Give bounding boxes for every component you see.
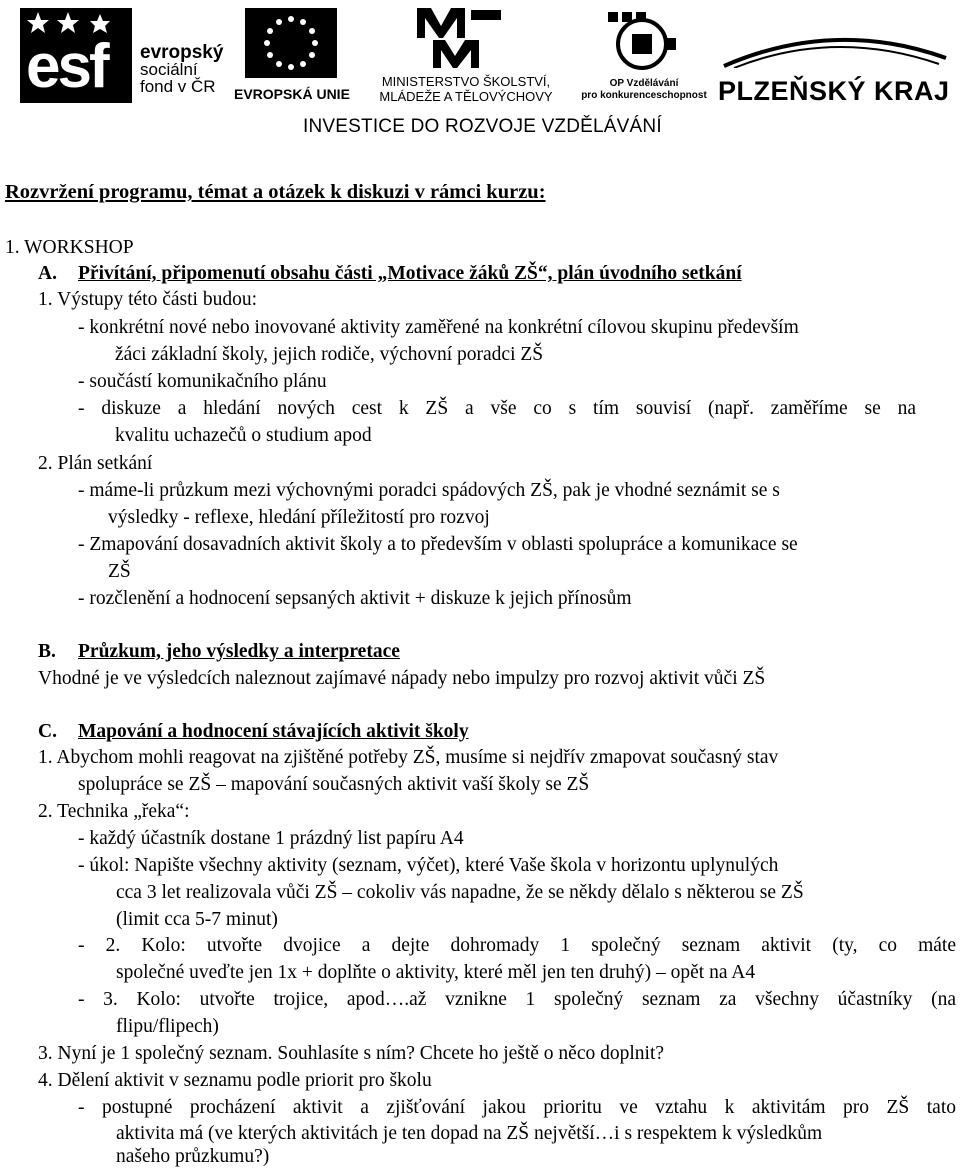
- c2-item: 2. Technika „řeka“:: [38, 801, 190, 822]
- a1-bullet2: - součástí komunikačního plánu: [78, 371, 327, 392]
- msmt-caption: [360, 74, 572, 104]
- c2-bullet3-line2: společné uveďte jen 1x + doplňte o aktivity, které měl jen ten druhý) – opět na A4: [116, 962, 756, 983]
- esf-letters: esf: [26, 32, 107, 101]
- op-mark-icon: [602, 8, 682, 76]
- c4-bullet1-line3: našeho průzkumu?): [116, 1146, 270, 1167]
- c2-bullet2-line2: cca 3 let realizovala vůči ZŠ – cokoliv vás napadne, že se někdy dělalo s některou se ZŠ: [116, 882, 804, 903]
- eu-logo: [230, 8, 355, 103]
- op-line1: OP Vzdělávání: [609, 78, 679, 89]
- eu-flag-icon: [245, 8, 337, 78]
- a1-bullet3-line1: - diskuze a hledání nových cest k ZŠ a vše co s tím souvisí (např. zaměříme se na: [78, 398, 916, 419]
- section-b-text: Vhodné je ve výsledcích naleznout zajímavé nápady nebo impulzy pro rozvoj aktivit vůči ZŠ: [38, 668, 766, 689]
- section-b-heading: Průzkum, jeho výsledky a interpretace: [78, 641, 400, 662]
- section-a-heading: Přivítání, připomenutí obsahu části „Motivace žáků ZŠ“, plán úvodního setkání: [78, 263, 742, 284]
- c4-item: 4. Dělení aktivit v seznamu podle priorit pro školu: [38, 1070, 432, 1091]
- eu-caption: EVROPSKÁ UNIE: [234, 86, 350, 102]
- section-b-marker: B.: [38, 641, 56, 662]
- c3-item: 3. Nyní je 1 společný seznam. Souhlasíte s ním? Chcete ho ještě o něco doplnit?: [38, 1043, 665, 1064]
- a2-bullet1-line1: - máme-li průzkum mezi výchovnými poradci spádových ZŠ, pak je vhodné seznámit se s: [78, 480, 780, 501]
- op-logo: [574, 8, 714, 103]
- c2-bullet2-line3: (limit cca 5-7 minut): [116, 909, 278, 930]
- c2-bullet4-line2: flipu/flipech): [116, 1016, 219, 1037]
- c2-bullet3-line1: - 2. Kolo: utvořte dvojice a dejte dohromady 1 společný seznam aktivit (ty, co máte: [78, 935, 956, 956]
- c2-bullet4-line1: - 3. Kolo: utvořte trojice, apod….až vznikne 1 společný seznam za všechny účastníky (na: [78, 989, 956, 1010]
- section-a-marker: A.: [38, 263, 57, 284]
- eu-stars-icon: [245, 8, 337, 78]
- c2-bullet1: - každý účastník dostane 1 prázdný list papíru A4: [78, 828, 464, 849]
- section-c-marker: C.: [38, 721, 57, 742]
- esf-caption: [140, 44, 223, 95]
- c1-line2: spolupráce se ZŠ – mapování současných aktivit vaší školy se ZŠ: [78, 774, 590, 795]
- esf-logo: [20, 8, 230, 103]
- a1-item: 1. Výstupy této části budou:: [38, 289, 258, 310]
- a1-bullet1-line1: - konkrétní nové nebo inovované aktivity zaměřené na konkrétní cílovou skupinu především: [78, 317, 799, 338]
- c1-line1: 1. Abychom mohli reagovat na zjištěné potřeby ZŠ, musíme si nejdřív zmapovat současný stav: [38, 747, 779, 768]
- a2-bullet2-line1: - Zmapování dosavadních aktivit školy a to především v oblasti spolupráce a komunikace se: [78, 534, 798, 555]
- pk-arc-icon: [714, 28, 954, 68]
- c4-bullet1-line2: aktivita má (ve kterých aktivitách je ten dopad na ZŠ největší…i s respektem k výsledkům: [116, 1123, 823, 1144]
- page-title: Rozvržení programu, témat a otázek k diskuzi v rámci kurzu:: [5, 181, 546, 203]
- msmt-mark-icon: [413, 4, 503, 70]
- logo-banner: [0, 0, 960, 140]
- a2-item: 2. Plán setkání: [38, 453, 153, 474]
- a2-bullet2-line2: ZŠ: [108, 561, 131, 582]
- a1-bullet3-line2: kvalitu uchazečů o studium apod: [115, 425, 372, 446]
- esf-mark: [20, 8, 132, 103]
- a2-bullet1-line2: výsledky - reflexe, hledání příležitostí pro rozvoj: [108, 507, 490, 528]
- c4-bullet1-line1: - postupné procházení aktivit a zjišťování jakou prioritu ve vztahu k aktivitám pro ZŠ tato: [78, 1097, 956, 1118]
- esf-line2: sociální: [140, 60, 198, 79]
- op-caption: [574, 78, 714, 102]
- section-c-heading: Mapování a hodnocení stávajících aktivit školy: [78, 721, 469, 742]
- esf-line1: evropský: [140, 42, 224, 63]
- msmt-line2: MLÁDEŽE A TĚLOVÝCHOVY: [379, 89, 553, 104]
- msmt-logo: [358, 4, 573, 104]
- esf-line3: fond v ČR: [140, 77, 216, 96]
- tagline: INVESTICE DO ROZVOJE VZDĚLÁVÁNÍ: [303, 116, 662, 137]
- a1-bullet1-line2: žáci základní školy, jejich rodiče, výchovní poradci ZŠ: [115, 344, 544, 365]
- workshop-label: 1. WORKSHOP: [5, 237, 134, 258]
- msmt-line1: MINISTERSTVO ŠKOLSTVÍ,: [381, 74, 551, 89]
- pk-name: PLZEŇSKÝ KRAJ: [718, 76, 950, 106]
- c2-bullet2-line1: - úkol: Napište všechny aktivity (seznam, výčet), které Vaše škola v horizontu uplynulých: [78, 855, 779, 876]
- plzensky-kraj-logo: [714, 28, 960, 108]
- op-line2: pro konkurenceschopnost: [581, 90, 707, 101]
- a2-bullet3: - rozčlenění a hodnocení sepsaných aktivit + diskuze k jejich přínosům: [78, 588, 632, 609]
